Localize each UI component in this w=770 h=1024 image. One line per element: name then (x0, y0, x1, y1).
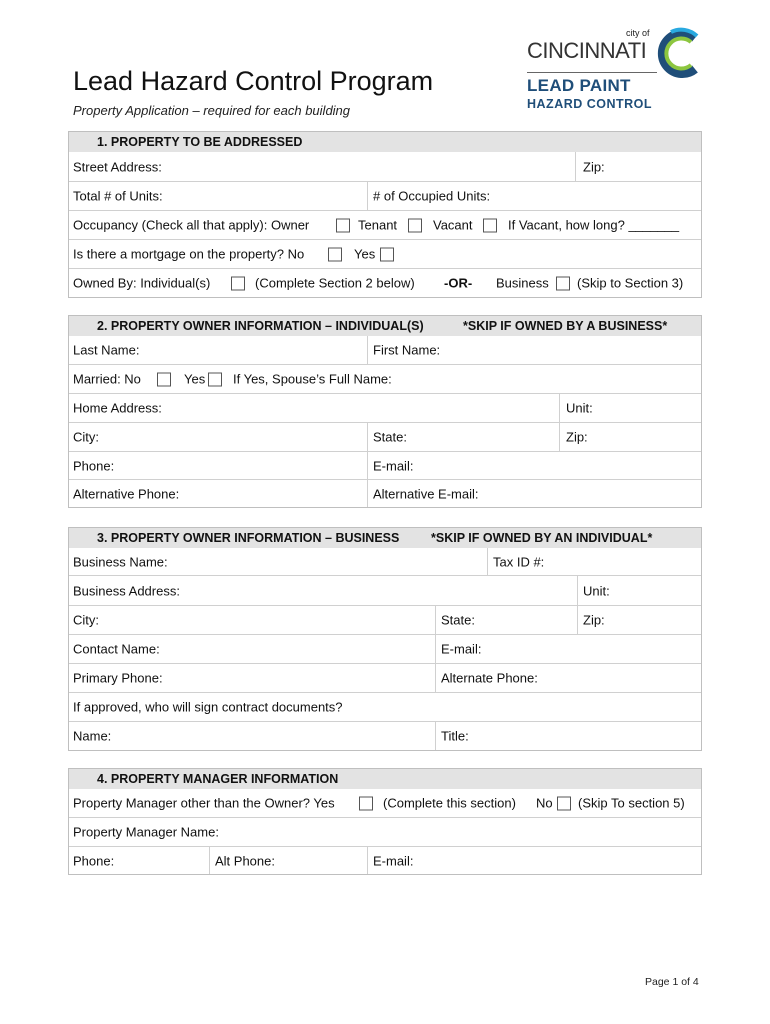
section-owner-business (68, 527, 702, 751)
occupancy-label: Occupancy (Check all that apply): Owner (73, 217, 310, 233)
manager-no-checkbox[interactable] (555, 796, 571, 811)
row-alt-phone (69, 479, 701, 507)
home-address-label[interactable]: Home Address: (73, 400, 162, 416)
mortgage-yes-label: Yes (354, 246, 376, 262)
section-property-manager (68, 768, 702, 875)
row-occupancy (69, 210, 701, 239)
row-owned-by (69, 268, 701, 297)
row-city-state-zip (69, 605, 701, 634)
row-primary-phone (69, 663, 701, 692)
mortgage-yes-checkbox[interactable] (378, 247, 394, 262)
signer-title-label[interactable]: Title: (441, 728, 469, 744)
page-number: Page 1 of 4 (645, 976, 699, 988)
row-manager-question (69, 789, 701, 817)
logo-hazard-control: HAZARD CONTROL (527, 97, 653, 111)
or-label: -OR- (444, 275, 473, 291)
zip-label[interactable]: Zip: (583, 159, 605, 174)
married-label: Married: No (73, 371, 141, 387)
first-name-label[interactable]: First Name: (373, 342, 441, 358)
row-street (69, 152, 701, 181)
section-4-header (69, 769, 701, 789)
mortgage-no-checkbox[interactable] (326, 247, 342, 262)
row-name (69, 336, 701, 364)
state-label[interactable]: State: (441, 612, 475, 628)
email-label[interactable]: E-mail: (373, 458, 414, 473)
unit-label[interactable]: Unit: (583, 583, 610, 598)
signer-question: If approved, who will sign contract documents? (73, 699, 343, 715)
email-label[interactable]: E-mail: (441, 641, 482, 657)
tax-id-label[interactable]: Tax ID #: (493, 554, 545, 569)
logo-c-mark-icon (651, 26, 706, 81)
city-label[interactable]: City: (73, 429, 99, 445)
city-label[interactable]: City: (73, 612, 99, 628)
skip-section-5-note: (Skip To section 5) (578, 795, 685, 811)
row-phone (69, 451, 701, 479)
manager-email-label[interactable]: E-mail: (373, 853, 414, 868)
row-business-address (69, 575, 701, 605)
logo-lead-paint: LEAD PAINT (527, 76, 631, 95)
section-property (68, 131, 702, 298)
logo-cincinnati: CINCINNATI (527, 38, 647, 63)
manager-yes-checkbox[interactable] (357, 796, 373, 811)
zip-label[interactable]: Zip: (566, 429, 588, 445)
section-2-skip-note: *SKIP IF OWNED BY A BUSINESS* (463, 319, 668, 333)
total-units-label[interactable]: Total # of Units: (73, 188, 163, 204)
section-2-heading: 2. PROPERTY OWNER INFORMATION – INDIVIDUAL(S) (97, 319, 424, 333)
tenant-label: Tenant (358, 217, 398, 233)
tenant-checkbox[interactable] (406, 218, 422, 233)
row-business-name (69, 548, 701, 575)
logo-rule (527, 72, 657, 73)
manager-other-label: Property Manager other than the Owner? Yes (73, 795, 335, 811)
last-name-label[interactable]: Last Name: (73, 342, 140, 358)
zip-label[interactable]: Zip: (583, 612, 605, 628)
skip-section-3-note: (Skip to Section 3) (577, 275, 684, 291)
section-2-header (69, 316, 701, 336)
manager-alt-phone-label[interactable]: Alt Phone: (215, 853, 275, 868)
row-signer (69, 721, 701, 750)
unit-label[interactable]: Unit: (566, 400, 593, 416)
alt-phone-label[interactable]: Alternative Phone: (73, 486, 180, 501)
document-title: Lead Hazard Control Program (73, 66, 434, 96)
section-1-heading: 1. PROPERTY TO BE ADDRESSED (97, 135, 303, 149)
business-label: Business (496, 275, 549, 291)
owner-checkbox[interactable] (334, 218, 350, 233)
mortgage-label: Is there a mortgage on the property? No (73, 246, 305, 262)
row-home-address (69, 393, 701, 422)
vacant-how-long-label[interactable]: If Vacant, how long? _______ (508, 217, 680, 233)
row-manager-contact (69, 846, 701, 874)
row-contact (69, 634, 701, 663)
business-address-label[interactable]: Business Address: (73, 583, 180, 598)
vacant-checkbox[interactable] (481, 218, 497, 233)
married-no-checkbox[interactable] (155, 372, 171, 387)
document-subtitle: Property Application – required for each building (73, 103, 351, 118)
individual-checkbox[interactable] (229, 276, 245, 291)
section-owner-individual (68, 315, 702, 508)
manager-no-label: No (536, 795, 553, 811)
row-signer-question (69, 692, 701, 721)
signer-name-label[interactable]: Name: (73, 728, 112, 744)
manager-phone-label[interactable]: Phone: (73, 853, 115, 868)
business-name-label[interactable]: Business Name: (73, 554, 168, 569)
section-3-header (69, 528, 701, 548)
complete-section-note: (Complete this section) (383, 795, 516, 811)
row-married (69, 364, 701, 393)
row-units (69, 181, 701, 210)
row-city-state-zip (69, 422, 701, 451)
street-address-label[interactable]: Street Address: (73, 159, 162, 174)
owned-by-label: Owned By: Individual(s) (73, 275, 211, 291)
state-label[interactable]: State: (373, 429, 407, 445)
logo-city-of: city of (626, 28, 650, 38)
married-yes-label: Yes (184, 371, 206, 387)
alt-email-label[interactable]: Alternative E-mail: (373, 486, 479, 501)
row-manager-name (69, 817, 701, 846)
phone-label[interactable]: Phone: (73, 458, 115, 473)
city-logo (521, 24, 711, 116)
section-3-heading: 3. PROPERTY OWNER INFORMATION – BUSINESS (97, 531, 400, 545)
spouse-name-label[interactable]: If Yes, Spouse’s Full Name: (233, 371, 392, 387)
complete-section-2-note: (Complete Section 2 below) (255, 275, 415, 291)
section-3-skip-note: *SKIP IF OWNED BY AN INDIVIDUAL* (431, 531, 653, 545)
married-yes-checkbox[interactable] (206, 372, 222, 387)
section-4-heading: 4. PROPERTY MANAGER INFORMATION (97, 772, 339, 786)
contact-name-label[interactable]: Contact Name: (73, 641, 160, 657)
row-mortgage (69, 239, 701, 268)
primary-phone-label[interactable]: Primary Phone: (73, 670, 163, 686)
vacant-label: Vacant (433, 217, 473, 233)
occupied-units-label[interactable]: # of Occupied Units: (373, 188, 491, 204)
section-1-header (69, 132, 701, 152)
manager-name-label[interactable]: Property Manager Name: (73, 824, 219, 840)
alternate-phone-label[interactable]: Alternate Phone: (441, 670, 538, 686)
business-checkbox[interactable] (554, 276, 570, 291)
